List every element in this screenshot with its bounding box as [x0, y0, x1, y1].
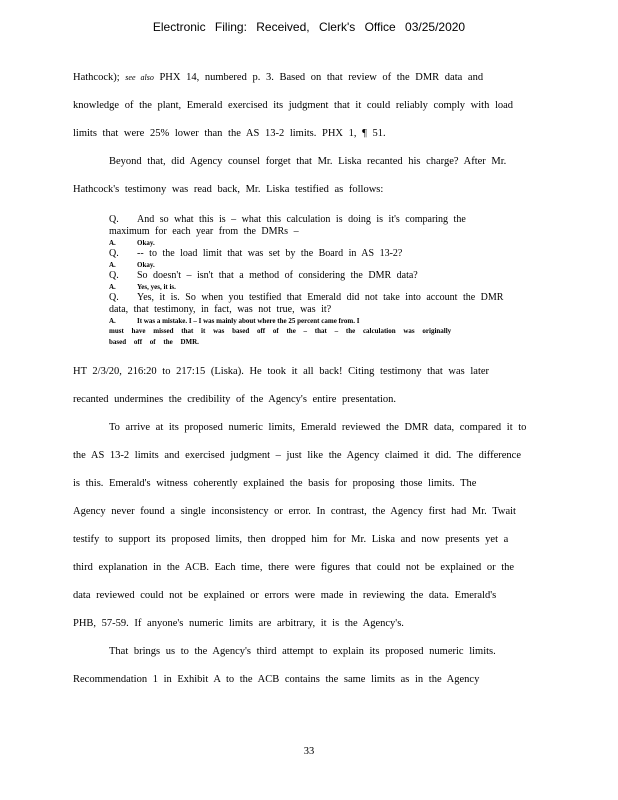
text-line: Beyond that, did Agency counsel forget that Mr. Liska recanted his charge? After Mr. — [109, 156, 507, 167]
text-line: knowledge of the plant, Emerald exercised its judgment that it could reliably comply with load — [73, 100, 514, 111]
text-line: PHB, 57-59. If anyone's numeric limits are arbitrary, it is the Agency's. — [73, 618, 404, 629]
answer-row — [109, 282, 535, 292]
testimony-block-quote — [73, 214, 543, 348]
answer-label: A. — [109, 283, 116, 291]
paragraph-5 — [73, 638, 543, 694]
citation-signal: see also — [125, 73, 154, 82]
text-span: Hathcock); — [73, 72, 120, 83]
text-line: Hathcock's testimony was read back, Mr. Liska testified as follows: — [73, 184, 384, 195]
answer-label: A. — [109, 317, 116, 325]
paragraph-1 — [73, 64, 543, 148]
question-continuation: data, that testimony, in fact, was not true, was it? — [109, 304, 332, 315]
text-line: HT 2/3/20, 216:20 to 217:15 (Liska). He took it all back! Citing testimony that was later — [73, 366, 490, 377]
question-text: -- to the load limit that was set by the Board in AS 13-2? — [137, 248, 403, 259]
answer-continuation: based off of the DMR. — [109, 338, 199, 346]
text-line: To arrive at its proposed numeric limits, Emerald reviewed the DMR data, compared it to — [109, 422, 527, 433]
question-text: Yes, it is. So when you testified that Emerald did not take into account the DMR — [137, 292, 504, 303]
question-row — [109, 214, 535, 226]
paragraph-2 — [73, 148, 543, 204]
document-body — [73, 64, 543, 694]
answer-continuation: must have missed that it was based off of the – that – the calculation was originally — [109, 327, 452, 335]
page-number: 33 — [303, 746, 315, 757]
text-span: PHX 14, numbered p. 3. Based on that review of the DMR data and — [159, 72, 484, 83]
answer-row — [109, 238, 535, 248]
question-text: And so what this is – what this calculation is doing is it's comparing the — [137, 214, 466, 225]
question-row — [109, 248, 535, 260]
answer-label: A. — [109, 239, 116, 247]
text-line: Recommendation 1 in Exhibit A to the ACB contains the same limits as in the Agency — [73, 674, 480, 685]
question-label: Q. — [109, 292, 119, 303]
question-row — [109, 270, 535, 282]
question-row — [109, 292, 535, 304]
text-line: limits that were 25% lower than the AS 13-2 limits. PHX 1, ¶ 51. — [73, 128, 386, 139]
text-line — [73, 64, 543, 92]
answer-text: It was a mistake. I – I was mainly about where the 25 percent came from. I — [137, 317, 360, 325]
text-line: recanted undermines the credibility of the Agency's entire presentation. — [73, 394, 396, 405]
filing-header: Electronic Filing: Received, Clerk's Office 03/25/2020 — [152, 20, 466, 34]
question-text: So doesn't – isn't that a method of considering the DMR data? — [137, 270, 418, 281]
answer-row — [109, 316, 535, 326]
answer-text: Okay. — [137, 239, 155, 247]
question-label: Q. — [109, 214, 119, 225]
answer-text: Yes, yes, it is. — [137, 283, 176, 291]
question-label: Q. — [109, 270, 119, 281]
text-line: That brings us to the Agency's third attempt to explain its proposed numeric limits. — [109, 646, 496, 657]
answer-row — [109, 260, 535, 270]
question-continuation: maximum for each year from the DMRs – — [109, 226, 299, 237]
text-line: data reviewed could not be explained or errors were made in reviewing the data. Emerald's — [73, 590, 497, 601]
answer-label: A. — [109, 261, 116, 269]
text-line: testify to support its proposed limits, then dropped him for Mr. Liska and now presents yet a — [73, 534, 509, 545]
answer-text: Okay. — [137, 261, 155, 269]
paragraph-3 — [73, 358, 543, 414]
text-line: is this. Emerald's witness coherently explained the basis for proposing those limits. The — [73, 478, 477, 489]
text-line: third explanation in the ACB. Each time, there were figures that could not be explained or the — [73, 562, 515, 573]
text-line: the AS 13-2 limits and exercised judgment – just like the Agency claimed it did. The difference — [73, 450, 521, 461]
question-label: Q. — [109, 248, 119, 259]
paragraph-4 — [73, 414, 543, 638]
text-line: Agency never found a single inconsistency or error. In contrast, the Agency first had Mr. Twait — [73, 506, 516, 517]
